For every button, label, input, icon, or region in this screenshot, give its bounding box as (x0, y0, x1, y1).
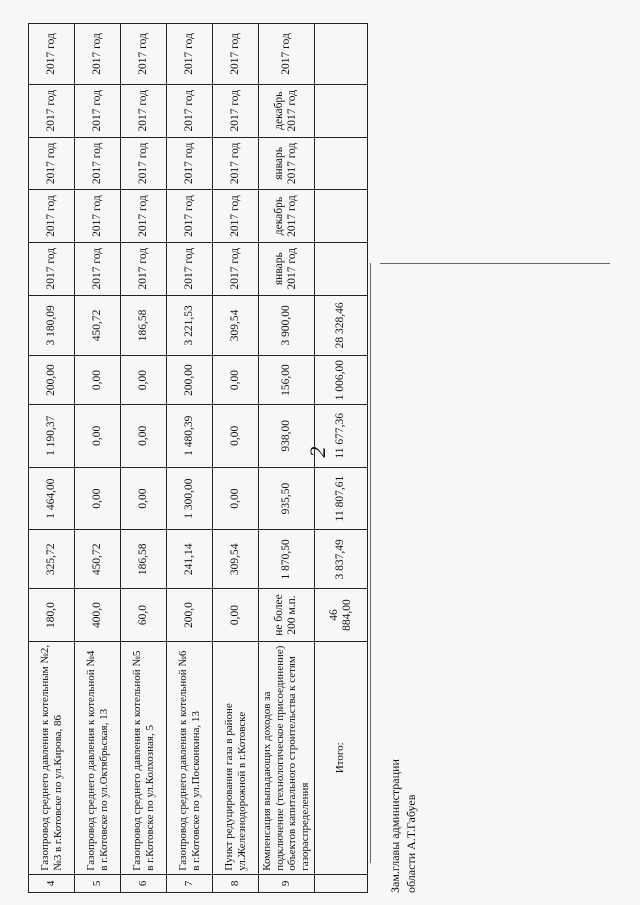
cell-c6: 309,54 (213, 295, 259, 356)
cell-year: 2017 год (75, 24, 121, 85)
cell-c2: 325,72 (29, 530, 75, 589)
row-number: 4 (29, 874, 75, 892)
empty-cell (314, 24, 367, 85)
cell-c3: 1 464,00 (29, 467, 75, 530)
cell-year: 2017 год (121, 24, 167, 85)
row-number: 6 (121, 874, 167, 892)
object-name: Компенсация выпадающих доходов за подключение (технологическое присоединение) объектов капитального строительства к сетям газораспределения (259, 641, 315, 874)
cell-c2: 186,58 (121, 530, 167, 589)
table-row (29, 24, 75, 893)
cell-c3: 0,00 (121, 467, 167, 530)
cell-d3: 2017 год (213, 137, 259, 190)
cell-d4: декабрь 2017 год (259, 84, 315, 137)
total-c1: 46 884,00 (314, 589, 367, 642)
cell-year: 2017 год (167, 24, 213, 85)
object-name: Пункт редуцирования газа в районе ул.Железнодорожной в г.Котовске (213, 641, 259, 874)
cell-d2: 2017 год (167, 190, 213, 243)
cell-c5: 0,00 (213, 356, 259, 405)
cell-c2: 309,54 (213, 530, 259, 589)
cell-d1: 2017 год (75, 242, 121, 295)
signature-block (388, 759, 419, 893)
cell-d2: 2017 год (121, 190, 167, 243)
total-c3: 11 807,61 (314, 467, 367, 530)
cell-d2: 2017 год (213, 190, 259, 243)
cell-year: 2017 год (29, 24, 75, 85)
cell-c6: 3 900,00 (259, 295, 315, 356)
total-c2: 3 837,49 (314, 530, 367, 589)
divider-line (370, 263, 371, 863)
page-number: 2 (305, 446, 330, 458)
cell-c1: не более 200 м.п. (259, 589, 315, 642)
empty-cell (314, 137, 367, 190)
object-name: Газопровод среднего давления к котельной №5 в г.Котовске по ул.Колхозная, 5 (121, 641, 167, 874)
cell-d1: 2017 год (121, 242, 167, 295)
cell-d3: январь 2017 год (259, 137, 315, 190)
empty-cell (314, 84, 367, 137)
cell-c1: 200,0 (167, 589, 213, 642)
table-row (167, 24, 213, 893)
cell-c4: 1 190,37 (29, 404, 75, 467)
divider-line (380, 263, 610, 264)
cell-c4: 938,00 (259, 404, 315, 467)
cell-c5: 0,00 (121, 356, 167, 405)
cell-c3: 0,00 (213, 467, 259, 530)
cell-c2: 241,14 (167, 530, 213, 589)
cell-d2: 2017 год (75, 190, 121, 243)
cell-d4: 2017 год (75, 84, 121, 137)
cell-c4: 0,00 (213, 404, 259, 467)
empty-cell (314, 190, 367, 243)
cell-c3: 935,50 (259, 467, 315, 530)
cell-c3: 0,00 (75, 467, 121, 530)
cell-d1: 2017 год (167, 242, 213, 295)
cell-c1: 0,00 (213, 589, 259, 642)
total-row (314, 24, 367, 893)
cell-d1: 2017 год (213, 242, 259, 295)
cell-c6: 186,58 (121, 295, 167, 356)
cell-d4: 2017 год (167, 84, 213, 137)
cell-c6: 450,72 (75, 295, 121, 356)
cell-c5: 0,00 (75, 356, 121, 405)
total-c6: 28 328,46 (314, 295, 367, 356)
cell-year: 2017 год (213, 24, 259, 85)
table-row (213, 24, 259, 893)
cell-d3: 2017 год (29, 137, 75, 190)
cell-c6: 3 221,53 (167, 295, 213, 356)
cell-d1: январь 2017 год (259, 242, 315, 295)
cell-d3: 2017 год (167, 137, 213, 190)
cell-c3: 1 300,00 (167, 467, 213, 530)
cell-c6: 3 180,09 (29, 295, 75, 356)
empty-cell (314, 874, 367, 892)
cell-c4: 0,00 (75, 404, 121, 467)
cell-c1: 400,0 (75, 589, 121, 642)
cell-d2: 2017 год (29, 190, 75, 243)
rotated-page-content (28, 23, 418, 893)
row-number: 8 (213, 874, 259, 892)
cell-c1: 180,0 (29, 589, 75, 642)
cell-c4: 1 480,39 (167, 404, 213, 467)
total-c4: 11 677,36 (314, 404, 367, 467)
cell-c5: 156,00 (259, 356, 315, 405)
cell-d3: 2017 год (121, 137, 167, 190)
cell-d4: 2017 год (29, 84, 75, 137)
cell-c4: 0,00 (121, 404, 167, 467)
total-label: Итого: (314, 641, 367, 874)
cell-d2: декабрь 2017 год (259, 190, 315, 243)
cell-year: 2017 год (259, 24, 315, 85)
cell-d3: 2017 год (75, 137, 121, 190)
cell-c2: 1 870,50 (259, 530, 315, 589)
cell-c5: 200,00 (29, 356, 75, 405)
cell-c1: 60,0 (121, 589, 167, 642)
cell-c2: 450,72 (75, 530, 121, 589)
cell-d1: 2017 год (29, 242, 75, 295)
row-number: 9 (259, 874, 315, 892)
object-name: Газопровод среднего давления к котельным №2, №3 в г.Котовске по ул.Кирова, 86 (29, 641, 75, 874)
signature-title: Зам.главы администрации (388, 759, 402, 893)
table-row (259, 24, 315, 893)
object-name: Газопровод среднего давления к котельной №4 в г.Котовске по ул.Октябрьская, 13 (75, 641, 121, 874)
signature-name: области А.Т.Габуев (403, 794, 418, 893)
row-number: 7 (167, 874, 213, 892)
empty-cell (314, 242, 367, 295)
cell-c5: 200,00 (167, 356, 213, 405)
investment-table (28, 23, 368, 893)
table-row (75, 24, 121, 893)
object-name: Газопровод среднего давления к котельной №6 в г.Котовске по ул.Посконкина, 13 (167, 641, 213, 874)
total-c5: 1 006,00 (314, 356, 367, 405)
cell-d4: 2017 год (213, 84, 259, 137)
row-number: 5 (75, 874, 121, 892)
cell-d4: 2017 год (121, 84, 167, 137)
table-row (121, 24, 167, 893)
